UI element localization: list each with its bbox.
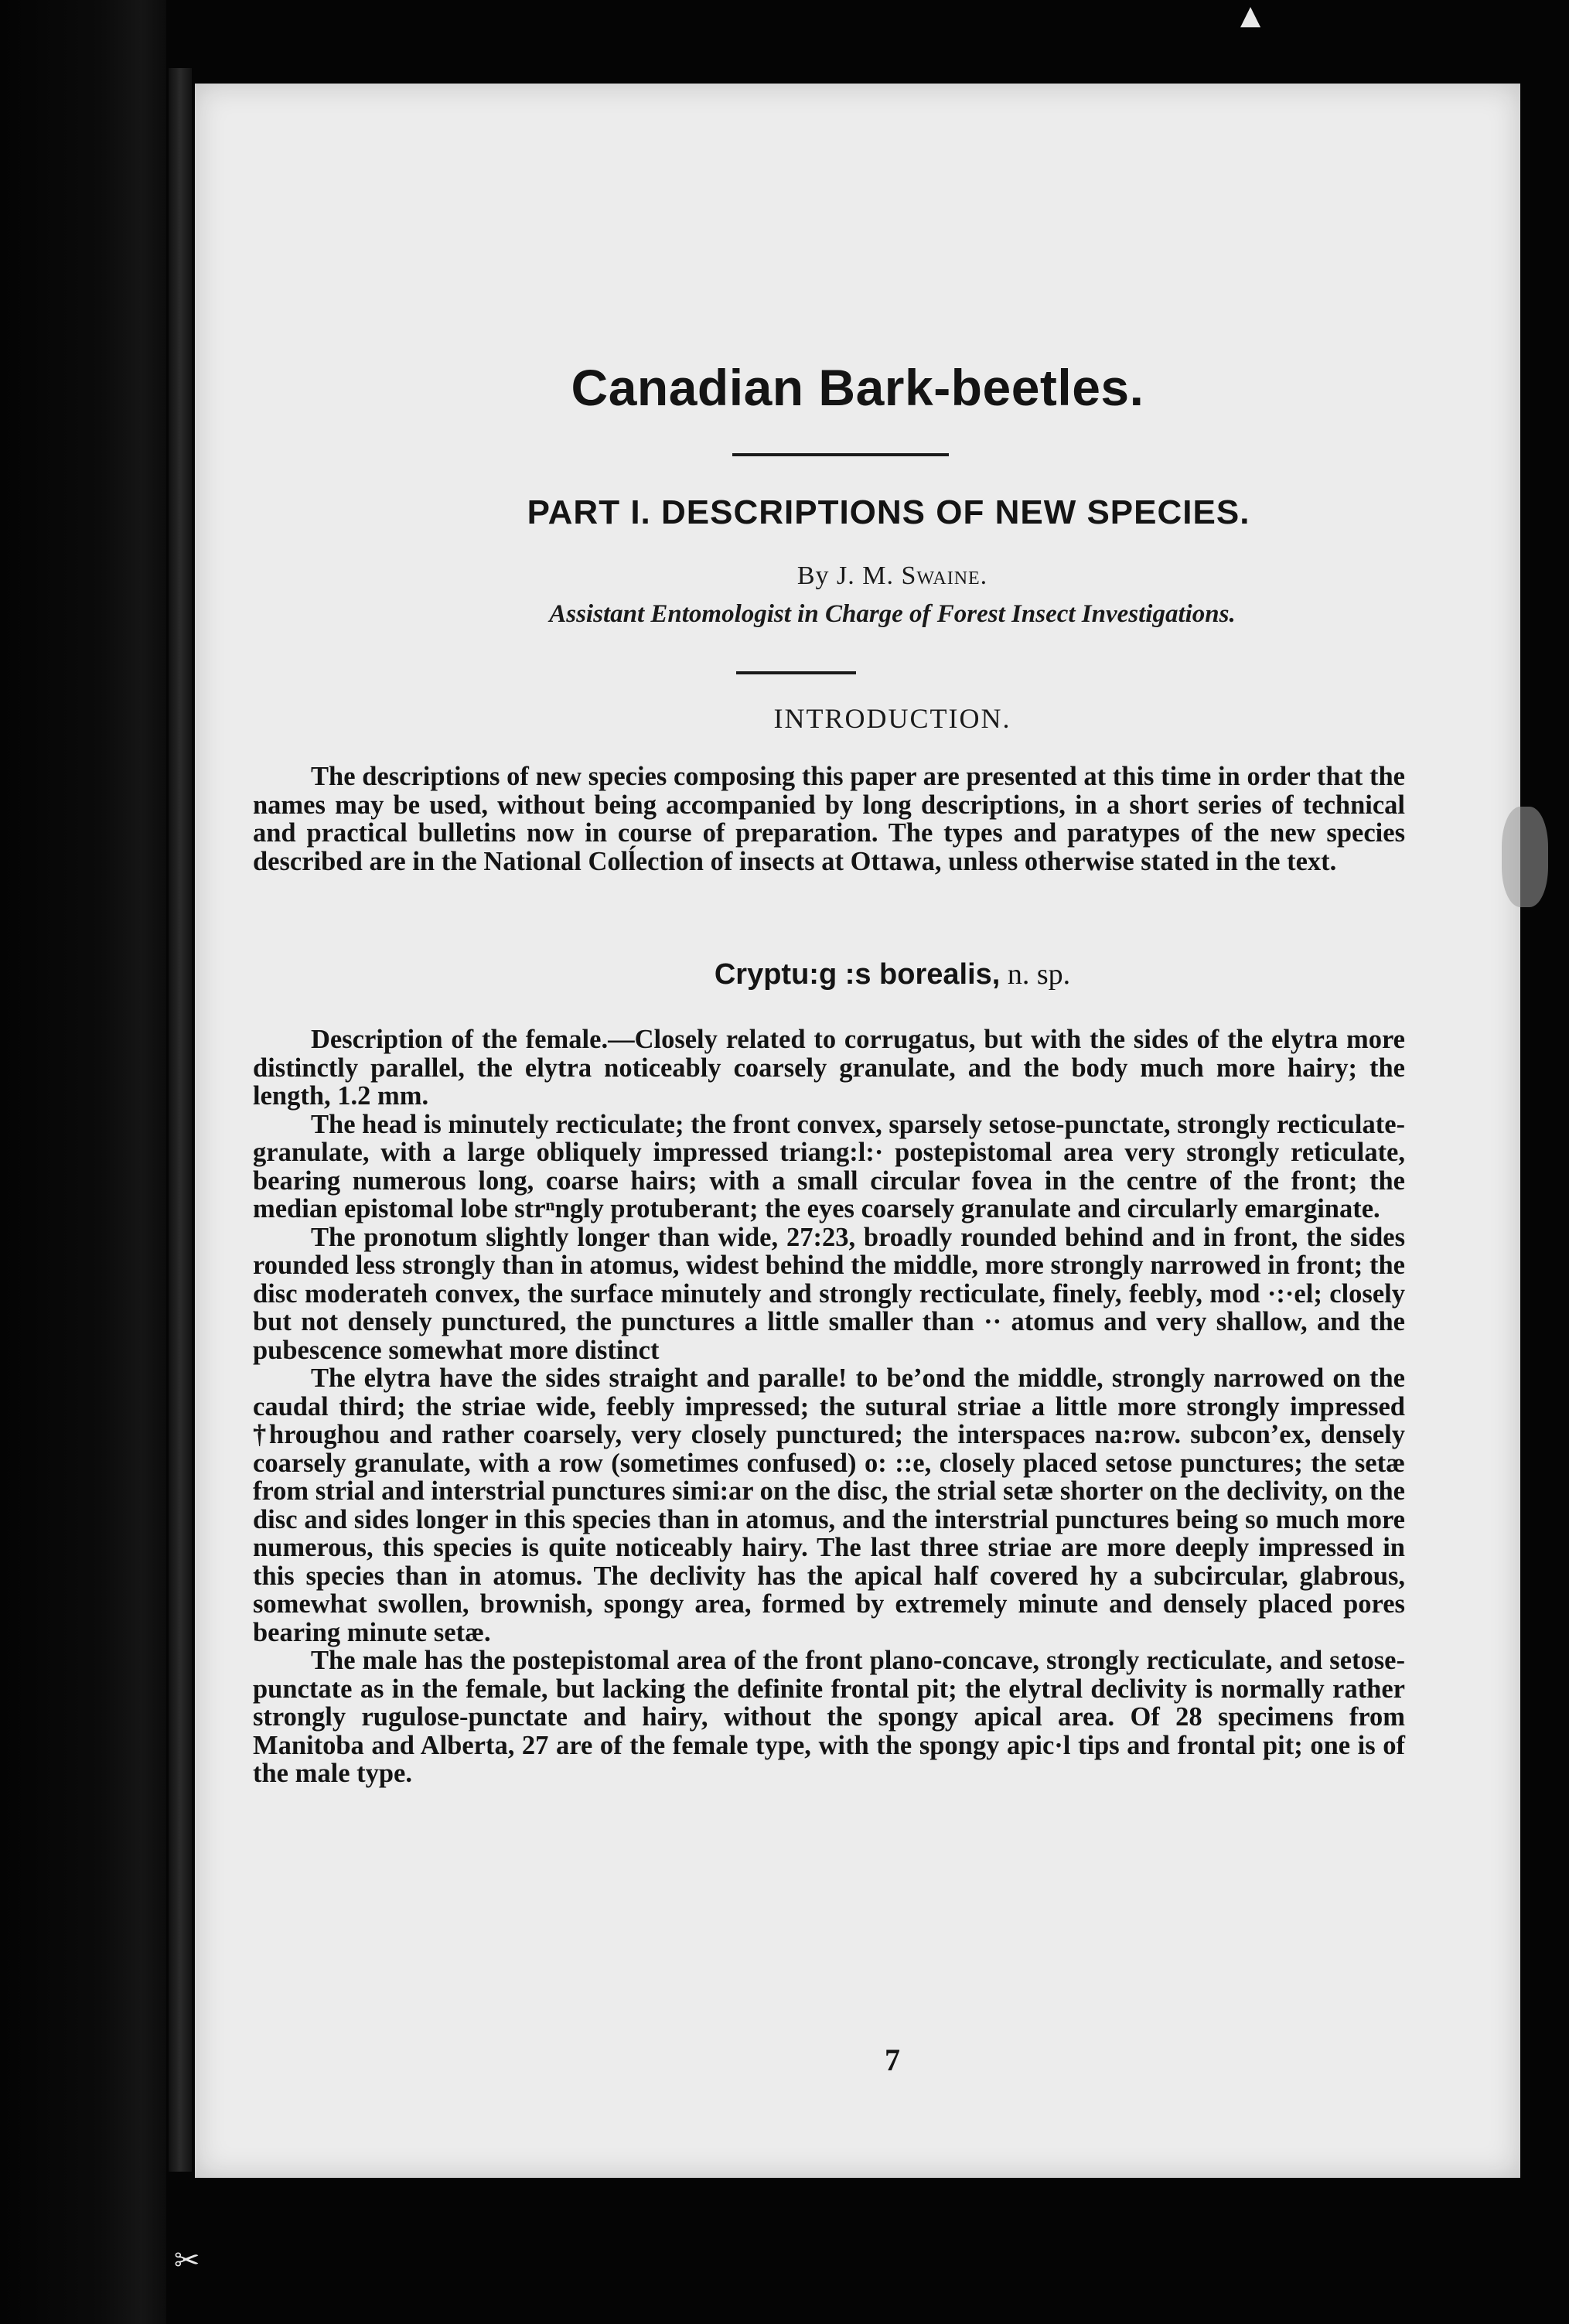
page-title: Canadian Bark-beetles. [571,359,1144,416]
description-text [253,1025,1405,1788]
description-paragraph: The pronotum slightly longer than wide, 27:23, broadly rounded behind and in front, the sides rounded less strongly than in atomus, widest behind the middle, more strongly narrowed in front; the disc moderateh convex, the surface minutely and strongly recticulate, finely, feebly, mod ·:·el; closely but not densely punctured, the punctures a little smaller than ·· atomus and very shallow, and the pubescence somewhat more distinct [253,1222,1405,1365]
part-heading: PART I. DESCRIPTIONS OF NEW SPECIES. [527,493,1250,531]
species-suffix: n. sp. [1000,958,1071,991]
book-binding-edge [169,68,192,2172]
description-paragraph: The elytra have the sides straight and paralle! to be’ond the middle, strongly narrowed on the caudal third; the striae wide, feebly impressed; the sutural striae a little more strongly impressed †hroughou and rather coarsely, very closely punctured; the interspaces na:row. subconʼex, densely coarsely granulate, with a row (sometimes confused) o: ::e, closely placed setose punctures; the setæ from strial and interstrial punctures simi:ar on the disc, the strial setæ shorter on the declivity, on the disc and sides longer in this species than in atomus, and the interstrial punctures being so much more numerous, this species is quite noticeably hairy. The last three striae are more deeply impressed in this species than in atomus. The declivity has the apical half covered hy a subcircular, glabrous, somewhat swollen, brownish, spongy area, formed by extremely minute and densely placed pores bearing minute setæ. [253,1363,1405,1647]
author-affiliation: Assistant Entomologist in Charge of Forest Insect Investigations. [549,600,1236,628]
species-heading [195,957,1520,991]
species-name: Cryptu:ɡ :s borealis, [714,958,1001,991]
introduction-paragraph: The descriptions of new species composing this paper are presented at this time in order that the names may be used, without being accompanied by long descriptions, in a short series of technical and practical bulletins now in course of preparation. The types and paratypes of the new species described are in the National Colĺection of insects at Ottawa, unless otherwise stated in the text. [253,762,1405,876]
description-paragraph: The head is minutely recticulate; the front convex, sparsely setose-punctate, strongly recticulate-granulate, with a large obliquely impressed triang:l:· postepistomal area very strongly reticulate, bearing numerous long, coarse hairs; with a small circular fovea in the centre of the front; the median epistomal lobe strⁿngly protuberant; the eyes coarsely granulate and circularly emarginate. [253,1109,1405,1223]
section-rule [736,671,856,674]
byline-prefix: By [796,561,837,590]
section-heading: INTRODUCTION. [773,703,1011,734]
byline [195,561,1520,591]
introduction-text [253,763,1405,875]
title-rule [732,453,949,456]
page-number: 7 [885,2042,900,2077]
scan-background-left [0,0,166,2324]
scan-artifact-bottom: ✂ [174,2243,200,2278]
book-page [195,84,1520,2178]
description-paragraph: Description of the female.—Closely related to corrugatus, but with the sides of the elytra more distinctly parallel, the elytra noticeably coarsely granulate, and the body much more hairy; the length, 1.2 mm. [253,1025,1405,1111]
page-stain [1502,807,1548,907]
description-paragraph: The male has the postepistomal area of the front plano-concave, strongly recticulate, and setose-punctate as in the female, but lacking the definite frontal pit; the elytral declivity is normally rather strongly rugulose-punctate and hairy, without the spongy apical area. Of 28 specimens from Manitoba and Alberta, 27 are of the female type, with the spongy apic·l tips and frontal pit; one is of the male type. [253,1646,1405,1788]
author-name: J. M. Swaine. [837,561,988,590]
scan-artifact-top: ▲ [1240,0,1261,31]
